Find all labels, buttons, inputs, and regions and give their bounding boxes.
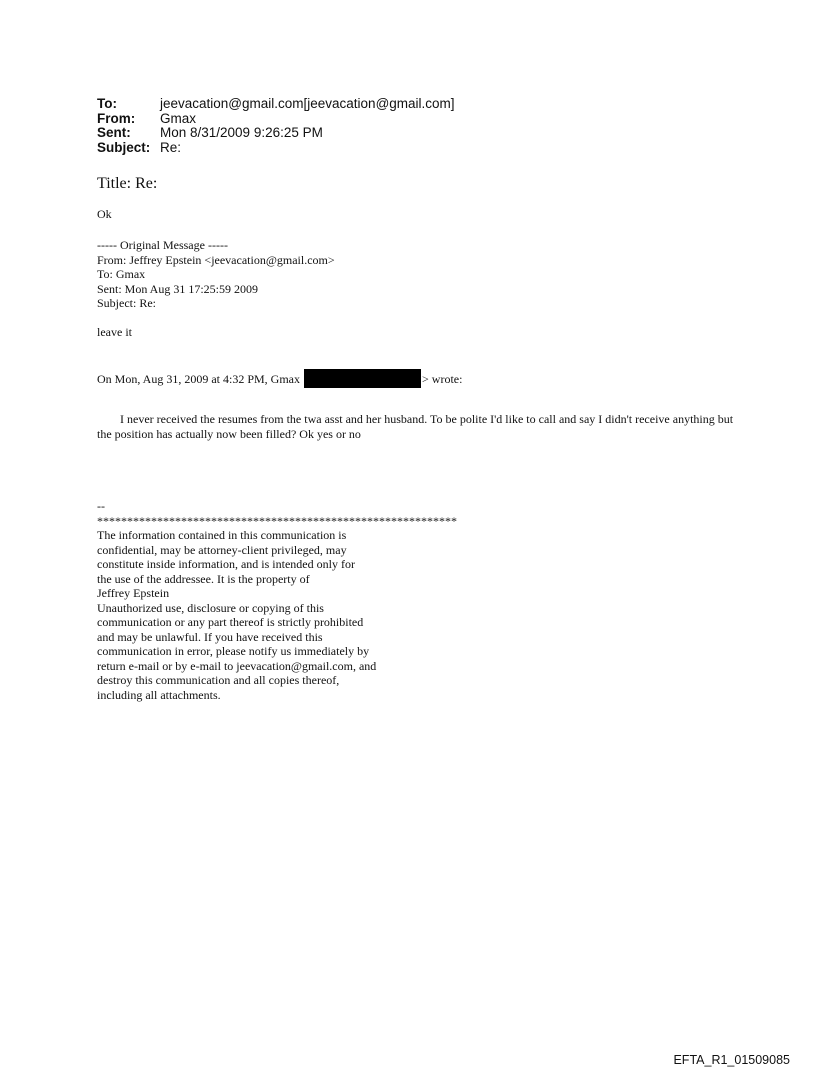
subject-value: Re: xyxy=(160,139,182,155)
original-message xyxy=(97,238,335,311)
signature-stars: ************************************************************ xyxy=(97,513,457,528)
to-label: To: xyxy=(97,96,117,111)
to-value: jeevacation@gmail.com[jeevacation@gmail.com] xyxy=(160,96,455,111)
sig-line: and may be unlawful. If you have received this xyxy=(97,629,323,644)
redaction-box xyxy=(304,369,421,388)
original-subject: Subject: Re: xyxy=(97,296,156,310)
sig-line: communication in error, please notify us immediately by xyxy=(97,644,370,658)
quoted-body: I never received the resumes from the twa asst and her husband. To be polite I'd like to call and say I didn't receive anything but the position has actually now been filled? Ok yes or no xyxy=(97,412,734,441)
sent-row xyxy=(97,126,455,141)
to-row xyxy=(97,97,455,112)
sent-label: Sent: xyxy=(97,125,131,140)
sig-line: constitute inside information, and is intended only for xyxy=(97,557,355,571)
leave-text: leave it xyxy=(97,325,132,339)
sig-line: The information contained in this communication is xyxy=(97,528,347,542)
original-separator: ----- Original Message ----- xyxy=(97,238,228,252)
sig-line: return e-mail or by e-mail to jeevacation@gmail.com, and xyxy=(97,658,377,673)
signature-dashes: -- xyxy=(97,499,105,513)
sig-line: Jeffrey Epstein xyxy=(97,586,170,600)
document-id: EFTA_R1_01509085 xyxy=(673,1053,790,1067)
email-header xyxy=(97,97,455,155)
quote-suffix: > wrote: xyxy=(422,372,463,386)
subject-row xyxy=(97,141,455,156)
from-row xyxy=(97,112,455,127)
sig-line: Unauthorized use, disclosure or copying of this xyxy=(97,600,324,615)
reply-text: Ok xyxy=(97,207,112,221)
original-from: From: Jeffrey Epstein <jeevacation@gmail.com> xyxy=(97,252,335,267)
sig-line: including all attachments. xyxy=(97,687,221,702)
quote-attribution xyxy=(97,369,462,388)
from-value: Gmax xyxy=(160,110,197,126)
sent-value: Mon 8/31/2009 9:26:25 PM xyxy=(160,125,323,140)
from-label: From: xyxy=(97,110,136,126)
sig-line: confidential, may be attorney-client privileged, may xyxy=(97,542,347,557)
original-sent: Sent: Mon Aug 31 17:25:59 2009 xyxy=(97,281,259,296)
email-title: Title: Re: xyxy=(97,175,158,192)
sig-line: the use of the addressee. It is the property of xyxy=(97,571,310,586)
quote-prefix: On Mon, Aug 31, 2009 at 4:32 PM, Gmax xyxy=(97,372,301,386)
sig-line: communication or any part thereof is strictly prohibited xyxy=(97,615,364,629)
sig-line: destroy this communication and all copies thereof, xyxy=(97,673,340,687)
signature-block xyxy=(97,499,457,702)
original-to: To: Gmax xyxy=(97,267,146,281)
subject-label: Subject: xyxy=(97,139,151,155)
